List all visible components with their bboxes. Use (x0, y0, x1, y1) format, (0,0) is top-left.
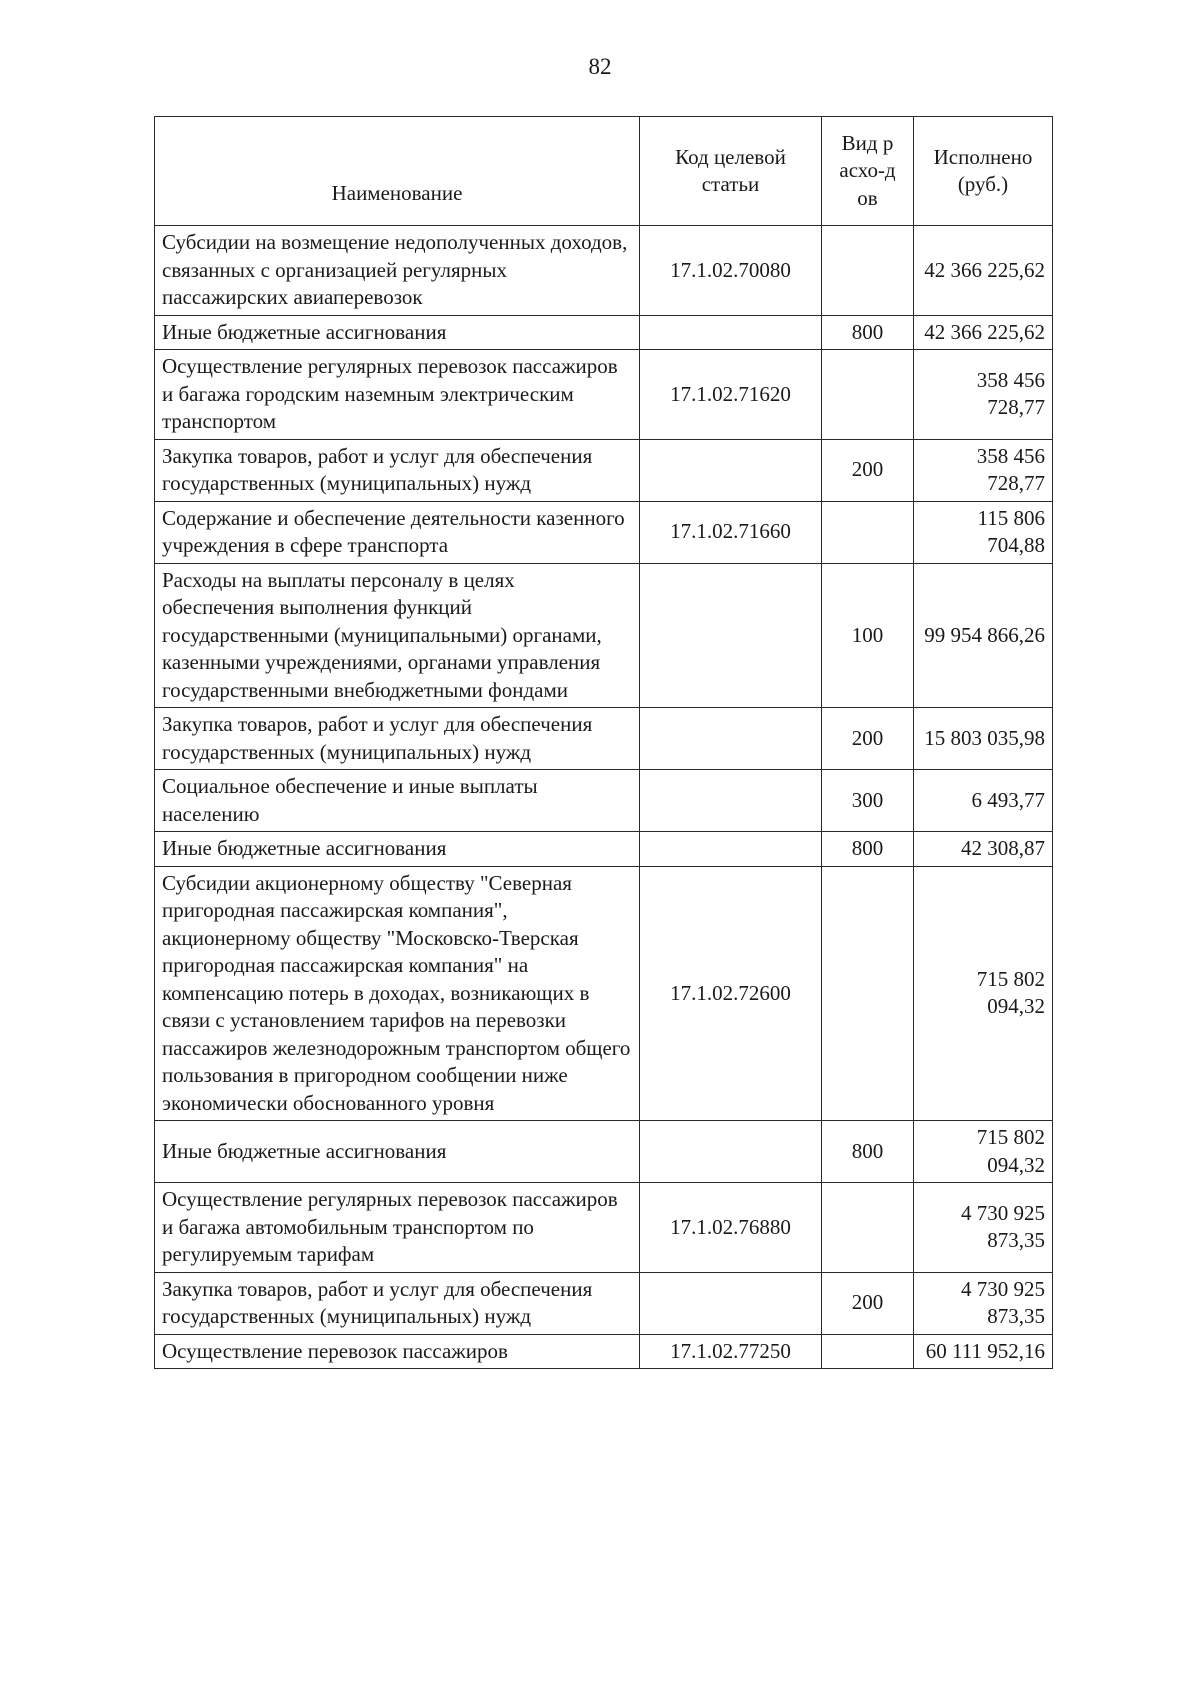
header-type-text: Вид расхо-дов (839, 130, 896, 210)
header-type (822, 117, 914, 226)
row-type: 800 (822, 832, 914, 867)
row-amount: 15 803 035,98 (914, 708, 1053, 770)
row-code (640, 563, 822, 708)
row-amount: 4 730 925 873,35 (914, 1183, 1053, 1273)
row-type (822, 1334, 914, 1369)
row-name: Иные бюджетные ассигнования (155, 315, 640, 350)
table-row (155, 226, 1053, 316)
table-row (155, 1334, 1053, 1369)
row-code (640, 1121, 822, 1183)
table-row (155, 501, 1053, 563)
row-type (822, 350, 914, 440)
row-type: 100 (822, 563, 914, 708)
row-code: 17.1.02.72600 (640, 866, 822, 1121)
row-name: Иные бюджетные ассигнования (155, 1121, 640, 1183)
row-name: Социальное обеспечение и иные выплаты населению (155, 770, 640, 832)
row-amount: 4 730 925 873,35 (914, 1272, 1053, 1334)
row-code: 17.1.02.76880 (640, 1183, 822, 1273)
header-code-text: Код целевой статьи (675, 144, 786, 196)
row-type: 200 (822, 708, 914, 770)
row-amount: 6 493,77 (914, 770, 1053, 832)
row-code (640, 832, 822, 867)
table-row (155, 1121, 1053, 1183)
row-name: Осуществление регулярных перевозок пассажиров и багажа городским наземным электрическим транспортом (155, 350, 640, 440)
row-type: 200 (822, 1272, 914, 1334)
row-amount: 42 366 225,62 (914, 315, 1053, 350)
row-name: Субсидии акционерному обществу "Северная пригородная пассажирская компания", акционерному обществу "Московско-Тверская пригородная пассажирская компания" на компенсацию потерь в доходах, возникающих в связи с установлением тарифов на перевозки пассажиров железнодорожным транспортом общего пользования в пригородном сообщении ниже экономически обоснованного уровня (155, 866, 640, 1121)
row-code (640, 708, 822, 770)
table-row (155, 1183, 1053, 1273)
row-code (640, 315, 822, 350)
table-row (155, 315, 1053, 350)
table-row (155, 770, 1053, 832)
header-name: Наименование (155, 117, 640, 226)
header-code (640, 117, 822, 226)
row-type: 300 (822, 770, 914, 832)
table-row (155, 832, 1053, 867)
table-row (155, 563, 1053, 708)
row-amount: 60 111 952,16 (914, 1334, 1053, 1369)
row-code: 17.1.02.71620 (640, 350, 822, 440)
table-row (155, 1272, 1053, 1334)
table-row (155, 350, 1053, 440)
row-type (822, 501, 914, 563)
page-number: 82 (588, 54, 612, 79)
row-type: 800 (822, 315, 914, 350)
row-name: Осуществление перевозок пассажиров (155, 1334, 640, 1369)
row-name: Содержание и обеспечение деятельности казенного учреждения в сфере транспорта (155, 501, 640, 563)
row-amount: 115 806 704,88 (914, 501, 1053, 563)
header-amount (914, 117, 1053, 226)
row-name: Субсидии на возмещение недополученных доходов, связанных с организацией регулярных пассажирских авиаперевозок (155, 226, 640, 316)
row-amount: 715 802 094,32 (914, 866, 1053, 1121)
row-name: Закупка товаров, работ и услуг для обеспечения государственных (муниципальных) нужд (155, 1272, 640, 1334)
budget-table (154, 116, 1053, 1369)
row-name: Осуществление регулярных перевозок пассажиров и багажа автомобильным транспортом по регулируемым тарифам (155, 1183, 640, 1273)
row-type: 800 (822, 1121, 914, 1183)
row-code: 17.1.02.70080 (640, 226, 822, 316)
row-type (822, 226, 914, 316)
row-type: 200 (822, 439, 914, 501)
table-header-row (155, 117, 1053, 226)
row-code (640, 439, 822, 501)
row-code: 17.1.02.71660 (640, 501, 822, 563)
row-type (822, 866, 914, 1121)
row-name: Расходы на выплаты персоналу в целях обеспечения выполнения функций государственными (муниципальными) органами, казенными учреждениями, органами управления государственными внебюджетными фондами (155, 563, 640, 708)
row-amount: 99 954 866,26 (914, 563, 1053, 708)
header-amount-text: Исполнено (руб.) (933, 144, 1033, 196)
row-amount: 358 456 728,77 (914, 350, 1053, 440)
row-type (822, 1183, 914, 1273)
row-amount: 715 802 094,32 (914, 1121, 1053, 1183)
row-code: 17.1.02.77250 (640, 1334, 822, 1369)
table-row (155, 439, 1053, 501)
row-code (640, 770, 822, 832)
row-code (640, 1272, 822, 1334)
row-name: Закупка товаров, работ и услуг для обеспечения государственных (муниципальных) нужд (155, 439, 640, 501)
row-amount: 42 308,87 (914, 832, 1053, 867)
row-amount: 358 456 728,77 (914, 439, 1053, 501)
row-name: Закупка товаров, работ и услуг для обеспечения государственных (муниципальных) нужд (155, 708, 640, 770)
table-row (155, 866, 1053, 1121)
row-amount: 42 366 225,62 (914, 226, 1053, 316)
row-name: Иные бюджетные ассигнования (155, 832, 640, 867)
table-row (155, 708, 1053, 770)
